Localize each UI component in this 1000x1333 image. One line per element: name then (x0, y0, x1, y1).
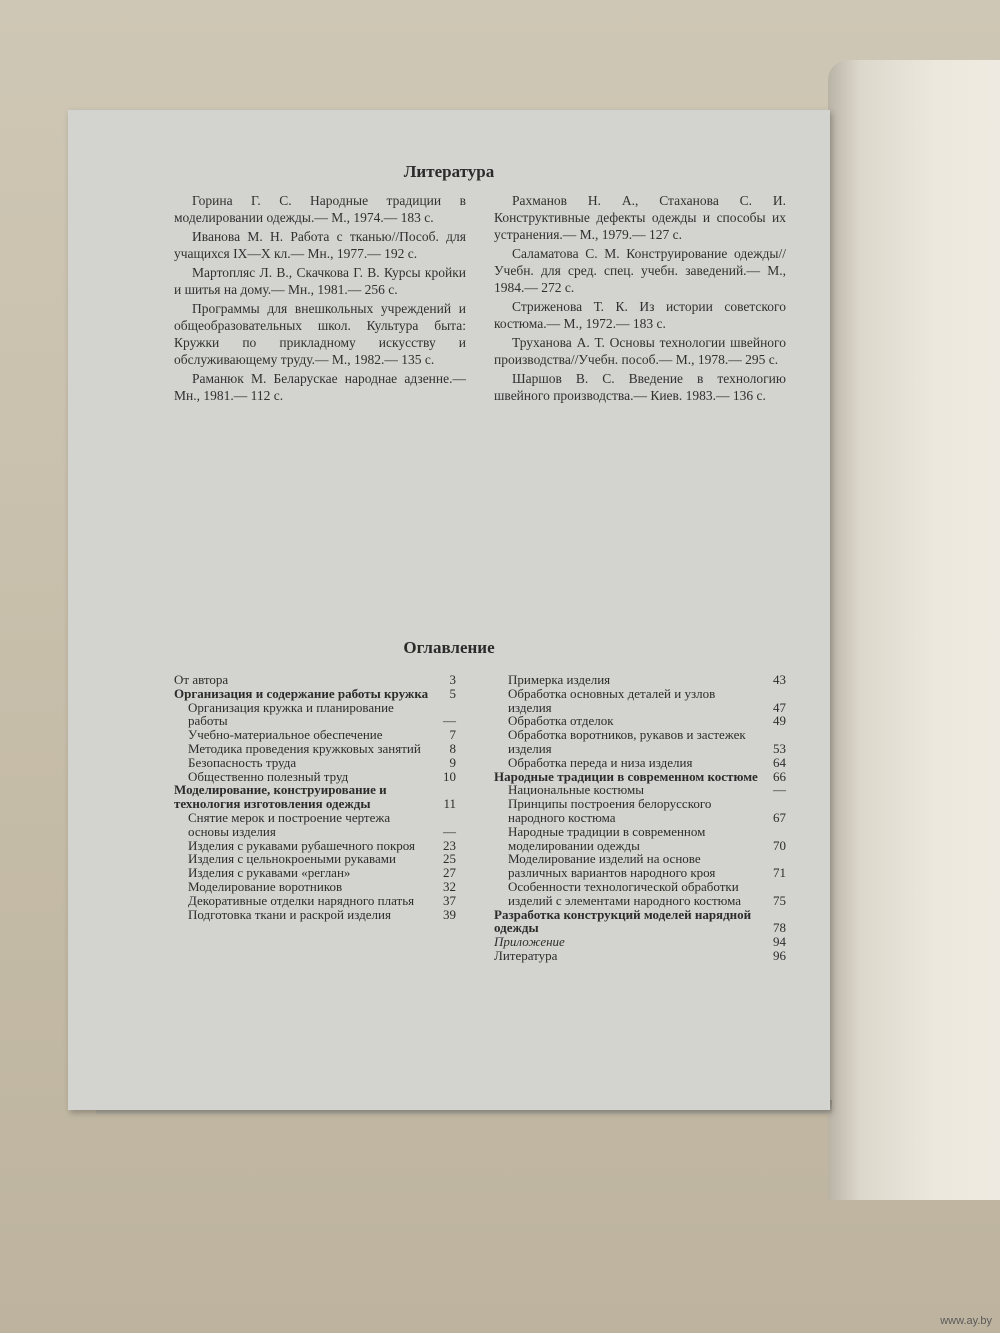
toc-entry-title: Моделирование, конструирование и технология изготовления одежды (174, 782, 387, 812)
toc-entry-page: 96 (773, 947, 786, 963)
toc-entry (494, 908, 786, 936)
toc-entry-title: Организация кружка и планирование работы (188, 699, 394, 729)
toc-entry (494, 714, 786, 728)
toc-entry (494, 852, 786, 880)
contents-heading: Оглавление (403, 638, 495, 657)
toc-entry-page: 5 (449, 685, 456, 701)
toc-entry-title: Обработка переда и низа изделия (508, 754, 693, 770)
toc-entry (174, 811, 456, 839)
toc-entry (174, 783, 456, 811)
toc-entry-page: 10 (443, 768, 456, 784)
toc-entry-title: Особенности технологической обработки изделий с элементами народного костюма (508, 878, 742, 908)
contents-right-column (494, 673, 786, 963)
toc-entry (174, 908, 456, 922)
toc-entry-title: Изделия с цельнокроеными рукавами (188, 851, 396, 867)
toc-entry (494, 770, 786, 784)
toc-entry-page: — (773, 782, 786, 798)
toc-entry-page: 49 (773, 713, 786, 729)
toc-entry-title: Обработка воротников, рукавов и застежек изделия (508, 727, 746, 756)
toc-entry-page: — (443, 713, 456, 729)
toc-entry (494, 673, 786, 687)
toc-entry (174, 866, 456, 880)
contents-left-column (174, 673, 456, 921)
toc-entry-title: Принципы построения белорусского народного костюма (508, 796, 712, 825)
toc-entry-title: Подготовка ткани и раскрой изделия (188, 906, 391, 922)
toc-entry-title: Снятие мерок и построение чертежа основы изделия (188, 809, 391, 839)
toc-entry-page: 64 (773, 754, 786, 770)
reference-entry: Стриженова Т. К. Из истории советского костюма.— М., 1972.— 183 с. (494, 299, 786, 331)
toc-entry (174, 673, 456, 687)
toc-entry-title: Методика проведения кружковых занятий (188, 740, 421, 756)
toc-entry (494, 935, 786, 949)
toc-entry-page: 53 (773, 740, 786, 756)
toc-entry (494, 728, 786, 756)
literature-left-column (174, 192, 466, 406)
toc-entry-page: 39 (443, 906, 456, 922)
toc-entry (494, 797, 786, 825)
toc-entry-title: Обработка отделок (508, 713, 614, 729)
toc-entry-page: 7 (449, 727, 456, 743)
reference-entry: Раманюк М. Беларускае народнае адзенне.— Мн., 1981.— 112 с. (174, 371, 466, 403)
toc-entry-page: — (443, 823, 456, 839)
toc-entry-page: 37 (443, 892, 456, 908)
toc-entry (494, 949, 786, 963)
toc-entry-title: Литература (494, 947, 558, 963)
toc-entry-title: Моделирование изделий на основе различных вариантов народного кроя (508, 851, 716, 881)
toc-entry-page: 70 (773, 837, 786, 853)
toc-entry-page: 23 (443, 837, 456, 853)
toc-entry-title: Народные традиции в современном костюме (494, 768, 758, 784)
toc-entry-page: 11 (443, 796, 456, 812)
toc-entry-title: От автора (174, 672, 229, 687)
reference-entry: Труханова А. Т. Основы технологии швейного производства//Учебн. пособ.— М., 1978.— 295 с. (494, 335, 786, 367)
reference-entry: Рахманов Н. А., Стаханова С. И. Конструктивные дефекты одежды и способы их устранения.— М., 1979.— 127 с. (494, 193, 786, 242)
toc-entry (494, 756, 786, 770)
toc-entry-page: 78 (773, 920, 786, 936)
toc-entry-page: 27 (443, 865, 456, 881)
toc-entry-title: Моделирование воротников (188, 878, 343, 894)
toc-entry-title: Разработка конструкций моделей нарядной одежды (494, 906, 752, 936)
reference-entry: Программы для внешкольных учреждений и общеобразовательных школ. Культура быта: Кружки по прикладному искусству и обслуживающему труду.— М., 1982.— 135 с. (174, 301, 466, 367)
toc-entry (174, 894, 456, 908)
toc-entry (494, 783, 786, 797)
literature-heading: Литература (403, 162, 495, 181)
toc-entry-title: Общественно полезный труд (188, 768, 349, 784)
toc-entry-title: Безопасность труда (188, 754, 297, 770)
toc-entry-page: 67 (773, 809, 786, 825)
toc-entry-title: Учебно-материальное обеспечение (188, 727, 383, 743)
toc-entry-title: Примерка изделия (508, 672, 611, 687)
toc-entry (494, 825, 786, 853)
literature-right-column (494, 192, 786, 406)
toc-entry (174, 742, 456, 756)
toc-entry-page: 47 (773, 699, 786, 715)
reference-entry: Мартопляс Л. В., Скачкова Г. В. Курсы кройки и шитья на дому.— Мн., 1981.— 256 с. (174, 265, 466, 297)
toc-entry-page: 75 (773, 892, 786, 908)
toc-entry-page: 71 (773, 865, 786, 881)
reference-entry: Горина Г. С. Народные традиции в моделировании одежды.— М., 1974.— 183 с. (174, 193, 466, 225)
toc-entry-page: 94 (773, 934, 786, 950)
toc-entry-page: 32 (443, 878, 456, 894)
toc-entry-page: 25 (443, 851, 456, 867)
toc-entry (174, 852, 456, 866)
toc-entry-title: Изделия с рукавами «реглан» (188, 865, 351, 881)
toc-entry (494, 687, 786, 715)
toc-entry-title: Приложение (494, 934, 565, 950)
toc-entry-title: Народные традиции в современном моделировании одежды (508, 823, 706, 853)
toc-entry (174, 728, 456, 742)
toc-entry-page: 43 (773, 672, 786, 687)
toc-entry-title: Национальные костюмы (508, 782, 644, 798)
toc-entry (174, 687, 456, 701)
toc-entry-title: Изделия с рукавами рубашечного покроя (188, 837, 416, 853)
next-page-edge (828, 60, 1000, 1200)
toc-entry (174, 701, 456, 729)
toc-entry-page: 8 (449, 740, 456, 756)
toc-entry (174, 756, 456, 770)
toc-entry (174, 770, 456, 784)
book-page (68, 110, 830, 1110)
toc-entry-page: 9 (449, 754, 456, 770)
toc-entry-title: Декоративные отделки нарядного платья (188, 892, 415, 908)
toc-entry (494, 880, 786, 908)
reference-entry: Шаршов В. С. Введение в технологию швейного производства.— Киев. 1983.— 136 с. (494, 371, 786, 403)
toc-entry-title: Организация и содержание работы кружка (174, 685, 429, 701)
reference-entry: Саламатова С. М. Конструирование одежды//Учебн. для сред. спец. учебн. заведений.— М., 1984.— 272 с. (494, 246, 786, 295)
toc-entry-page: 66 (773, 768, 786, 784)
reference-entry: Иванова М. Н. Работа с тканью//Пособ. для учащихся IX—X кл.— Мн., 1977.— 192 с. (174, 229, 466, 261)
toc-entry (174, 880, 456, 894)
watermark: www.ay.by (940, 1315, 992, 1327)
toc-entry-page: 3 (449, 672, 456, 687)
toc-entry (174, 839, 456, 853)
toc-entry-title: Обработка основных деталей и узлов изделия (508, 685, 716, 715)
